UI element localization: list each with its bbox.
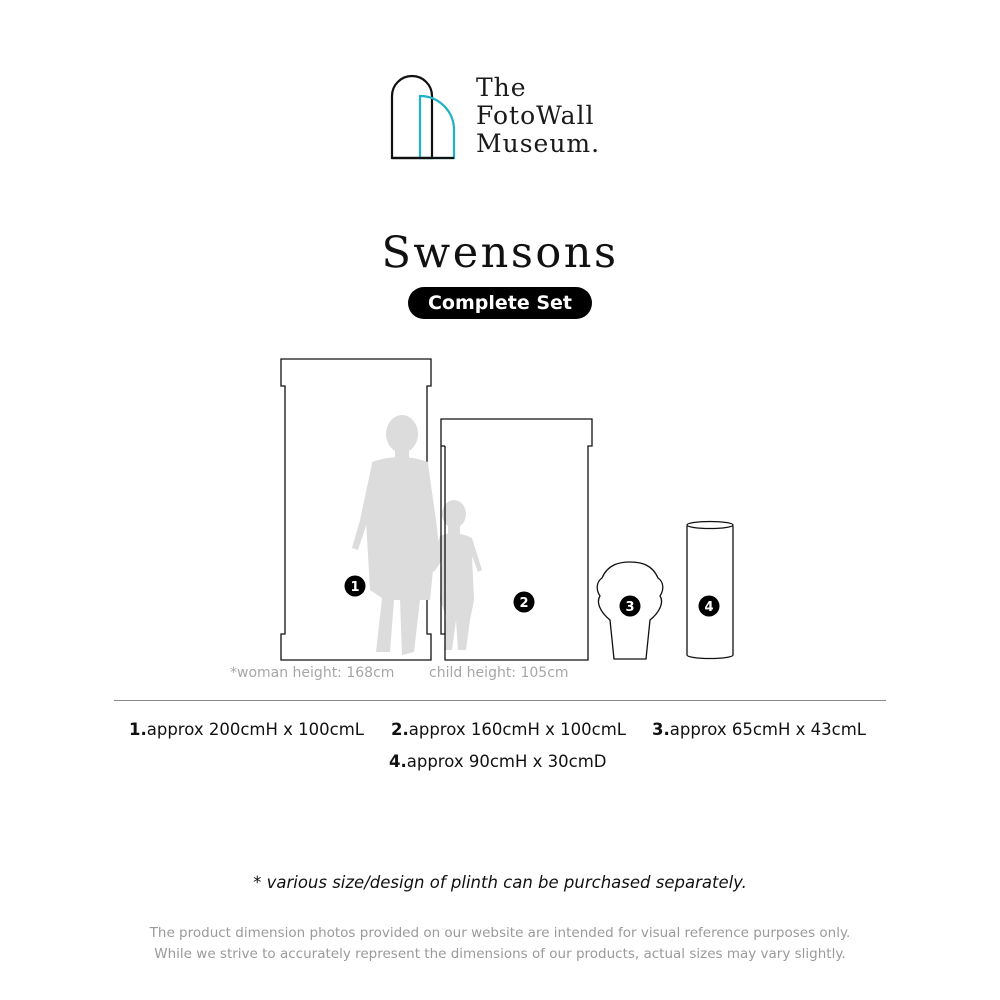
disclaimer-line-2: While we strive to accurately represent the dimensions of our products, actual sizes may vary slightly. [154,946,846,962]
piece-4-outline [687,522,733,659]
dimension-3 [652,720,866,739]
child-height-note: child height: 105cm [429,665,569,681]
woman-height-note: *woman height: 168cm [230,665,395,681]
brand-line-3: Museum. [476,129,601,158]
dimension-2-number: 2. [391,720,409,739]
dimension-1-number: 1. [129,720,147,739]
dimension-4-number: 4. [389,752,407,771]
brand-line-2: FotoWall [476,101,595,130]
divider [114,700,886,701]
marker-1 [345,576,366,597]
dimension-4 [389,752,606,771]
child-silhouette [430,500,482,650]
dimension-1 [129,720,364,739]
dimension-3-number: 3. [652,720,670,739]
svg-text:1: 1 [350,580,360,595]
svg-text:2: 2 [519,596,529,611]
dimension-2 [391,720,626,739]
disclaimer [0,923,1000,965]
dimension-4-text: approx 90cmH x 30cmD [406,752,607,771]
brand-line-1: The [476,73,527,102]
marker-3 [620,596,641,617]
dimension-3-text: approx 65cmH x 43cmL [669,720,866,739]
dimension-1-text: approx 200cmH x 100cmL [146,720,364,739]
svg-text:3: 3 [625,600,635,615]
marker-4 [699,596,720,617]
plinth-note: * various size/design of plinth can be purchased separately. [253,873,747,892]
product-title: Swensons [381,228,619,278]
svg-text:4: 4 [704,600,714,615]
complete-set-badge: Complete Set [408,287,592,319]
marker-2 [514,592,535,613]
dimension-2-text: approx 160cmH x 100cmL [408,720,626,739]
disclaimer-line-1: The product dimension photos provided on our website are intended for visual reference purposes only. [149,925,851,941]
